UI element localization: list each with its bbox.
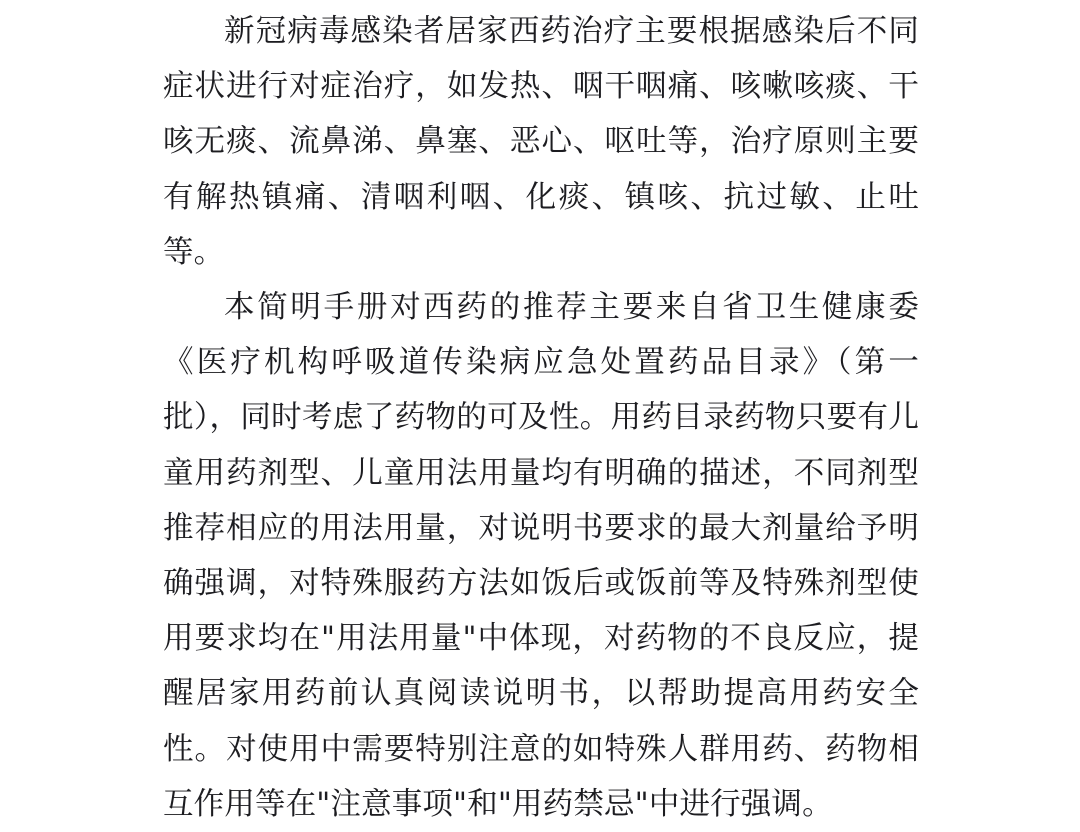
document-body [163,4,919,832]
paragraph-1: 新冠病毒感染者居家西药治疗主要根据感染后不同症状进行对症治疗，如发热、咽干咽痛、咳嗽咳痰、干咳无痰、流鼻涕、鼻塞、恶心、呕吐等，治疗原则主要有解热镇痛、清咽利咽、化痰、镇咳、抗过敏、止吐等。 [163,14,919,270]
paragraph-2: 本简明手册对西药的推荐主要来自省卫生健康委《医疗机构呼吸道传染病应急处置药品目录》（第一批），同时考虑了药物的可及性。用药目录药物只要有儿童用药剂型、儿童用法用量均有明确的描述，不同剂型推荐相应的用法用量，对说明书要求的最大剂量给予明确强调，对特殊服药方法如饭后或饭前等及特殊剂型使用要求均在"用法用量"中体现，对药物的不良反应，提醒居家用药前认真阅读说明书，以帮助提高用药安全性。对使用中需要特别注意的如特殊人群用药、药物相互作用等在"注意事项"和"用药禁忌"中进行强调。 [163,290,919,822]
